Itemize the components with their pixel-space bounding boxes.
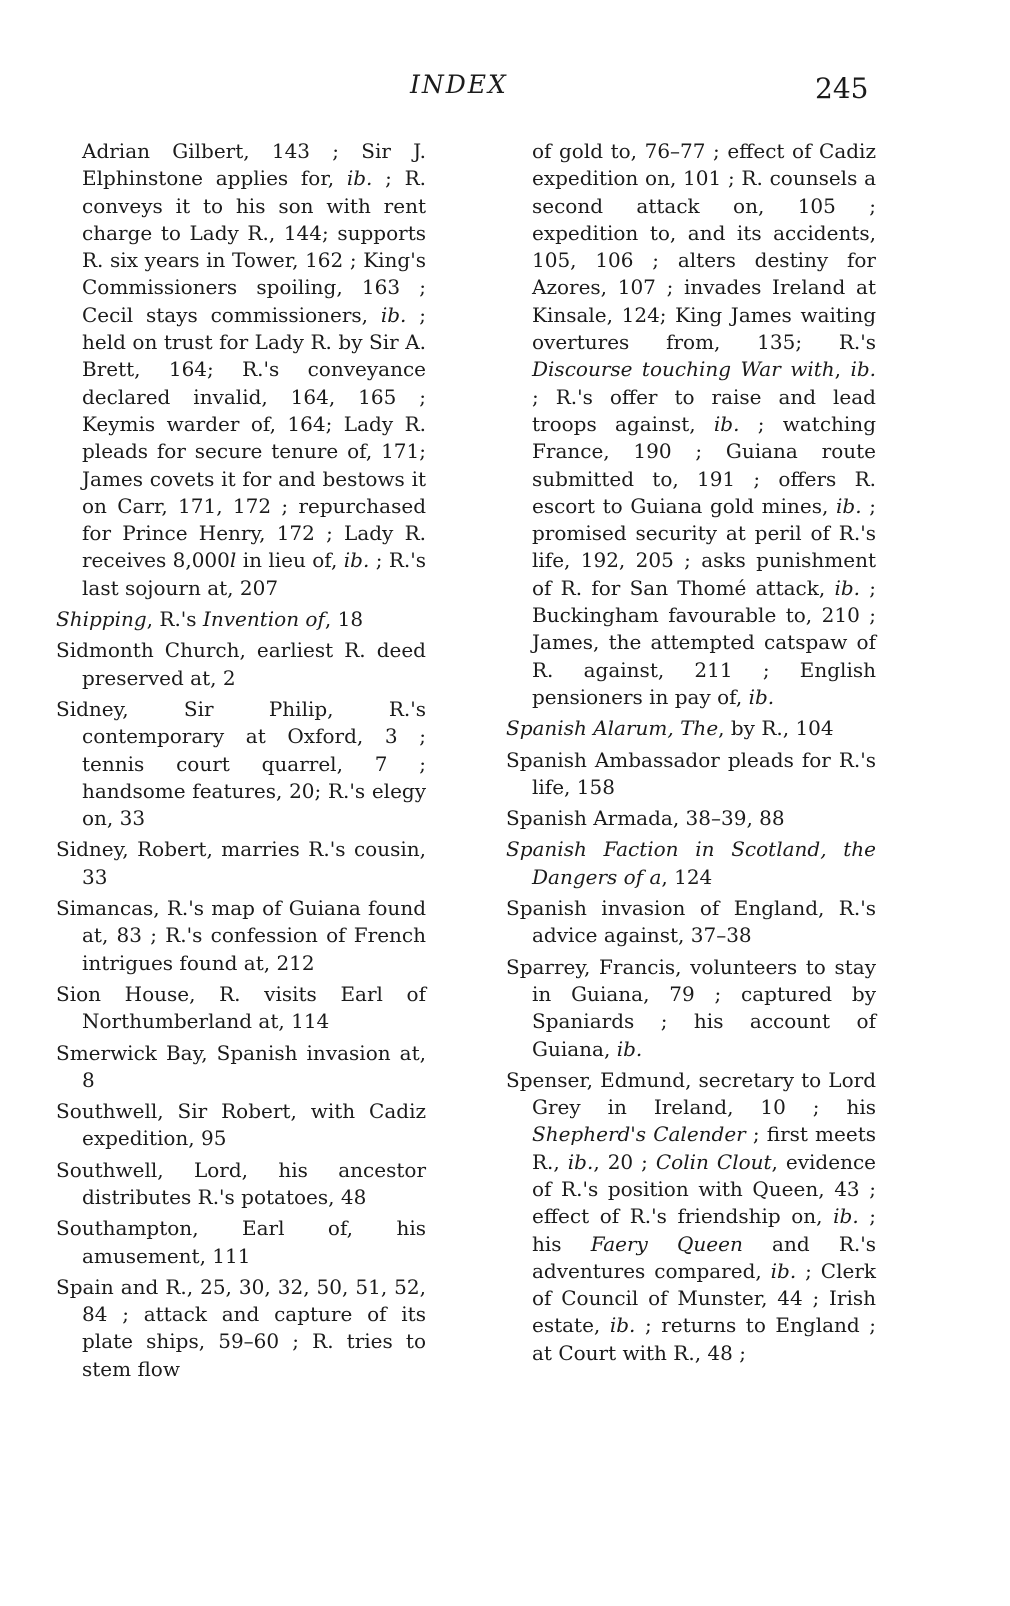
italic-text: ib.: [748, 684, 775, 709]
index-entry: [56, 836, 426, 891]
entry-text: of gold to, 76–77 ; effect of Cadiz expedition on, 101 ; R. counsels a second attack on, 105 ; expedition to, and its accidents, 105, 106 ; alters destiny for Azores, 107 ; invades Ireland at Kinsale, 124; King James waiting overtures from, 135; R.'s: [532, 139, 876, 355]
entry-text: Adrian Gilbert, 143 ; Sir J. Elphinstone applies for,: [82, 139, 426, 191]
page-header: [0, 62, 1010, 112]
entry-text: ; held on trust for Lady R. by Sir A. Brett, 164; R.'s conveyance declared invalid, 164, 165 ; Keymis warder of, 164; Lady R. pleads for secure tenure of, 171; James covets it for and bestows it on Carr, 171, 172 ; repurchased for Prince Henry, 172 ; Lady R. receives 8,000: [82, 302, 426, 573]
italic-text: ib.: [834, 575, 861, 600]
entry-text: , 18: [324, 607, 364, 632]
italic-text: Spanish Alarum, The: [506, 716, 719, 741]
entry-text: Southwell, Lord, his ancestor distributes R.'s potatoes, 48: [56, 1157, 426, 1209]
index-entry: [506, 836, 876, 891]
italic-text: ib.: [343, 548, 370, 573]
entry-text: Sidney, Sir Philip, R.'s contemporary at Oxford, 3 ; tennis court quarrel, 7 ; handsome features, 20; R.'s elegy on, 33: [56, 696, 426, 831]
italic-text: ib.: [609, 1313, 636, 1338]
index-entry: [56, 895, 426, 977]
index-entry: [56, 637, 426, 692]
index-entry: [56, 1098, 426, 1153]
index-entry: [506, 805, 876, 832]
entry-text: Spanish invasion of England, R.'s advice against, 37–38: [506, 896, 876, 948]
entry-text: Smerwick Bay, Spanish invasion at, 8: [56, 1040, 426, 1092]
entry-text: in lieu of,: [236, 548, 344, 573]
index-entry: [506, 895, 876, 950]
index-entry-continuation: [56, 138, 426, 602]
entry-text: Sidney, Robert, marries R.'s cousin, 33: [56, 837, 426, 889]
italic-text: Colin Clout: [655, 1149, 772, 1174]
italic-text: ib.: [850, 357, 876, 382]
entry-text: Spanish Ambassador pleads for R.'s life, 158: [506, 747, 876, 799]
entry-text: , 124: [661, 864, 713, 889]
index-entry: [56, 1215, 426, 1270]
index-entry-continuation: [506, 138, 876, 711]
italic-text: Shepherd's Calender: [532, 1122, 746, 1147]
index-entry: [56, 696, 426, 832]
entry-text: , by R., 104: [718, 716, 834, 741]
entry-text: Sidmonth Church, earliest R. deed preserved at, 2: [56, 638, 426, 690]
italic-text: ib.: [833, 1204, 859, 1229]
index-entry: [506, 1067, 876, 1367]
index-entry: [56, 606, 426, 633]
index-column-right: [506, 138, 876, 1371]
entry-text: ; R.'s offer to raise and lead troops against,: [532, 384, 876, 436]
entry-text: ; R. conveys it to his son with rent charge to Lady R., 144; supports R. six years in Tower, 162 ; King's Commissioners spoiling, 163 ; Cecil stays commissioners,: [82, 166, 426, 327]
italic-text: ib.: [346, 166, 373, 191]
italic-text: Faery Queen: [590, 1231, 743, 1256]
italic-text: l: [229, 548, 237, 573]
italic-text: Discourse touching War with: [532, 357, 835, 382]
italic-text: Spanish Faction in Scotland, the Dangers of a: [506, 837, 876, 889]
italic-text: ib.: [713, 411, 740, 436]
entry-text: Spenser, Edmund, secretary to Lord Grey in Ireland, 10 ; his: [506, 1067, 876, 1120]
entry-text: , evidence of R.'s position with Queen, 43 ; effect of R.'s friendship on,: [532, 1149, 876, 1229]
italic-text: ib.: [567, 1149, 594, 1174]
index-entry: [506, 747, 876, 802]
index-entry: [506, 954, 876, 1063]
italic-text: ib.: [770, 1258, 797, 1283]
entry-text: and R.'s adventures compared,: [532, 1231, 877, 1283]
entry-text: Sparrey, Francis, volunteers to stay in Guiana, 79 ; captured by Spaniards ; his account of Guiana,: [506, 954, 876, 1061]
entry-text: ; promised security at peril of R.'s life, 192, 205 ; asks punishment of R. for San Thomé attack,: [532, 493, 876, 600]
entry-text: Southwell, Sir Robert, with Cadiz expedition, 95: [56, 1099, 426, 1151]
entry-text: ; R.'s last sojourn at, 207: [82, 548, 427, 600]
italic-text: ib.: [616, 1036, 643, 1061]
italic-text: ib.: [836, 493, 862, 518]
entry-text: , R.'s: [146, 607, 203, 632]
index-entry: [506, 715, 876, 742]
entry-text: Spain and R., 25, 30, 32, 50, 51, 52, 84 ; attack and capture of its plate ships, 59–60 ; R. tries to stem flow: [56, 1274, 426, 1381]
running-head-title: INDEX: [410, 70, 508, 99]
entry-text: ; first meets R.,: [532, 1122, 876, 1174]
entry-text: ,: [834, 357, 851, 382]
entry-text: Southampton, Earl of, his amusement, 111: [56, 1216, 426, 1268]
index-entry: [56, 981, 426, 1036]
entry-text: ; watching France, 190 ; Guiana route submitted to, 191 ; offers R. escort to Guiana gold mines,: [532, 411, 876, 518]
entry-text: , 20 ;: [593, 1149, 656, 1174]
index-entry: [56, 1040, 426, 1095]
index-column-left: [56, 138, 426, 1387]
entry-text: Simancas, R.'s map of Guiana found at, 83 ; R.'s confession of French intrigues found at, 212: [56, 896, 426, 975]
italic-text: Shipping: [56, 607, 147, 632]
entry-text: ; returns to England ; at Court with R., 48 ;: [532, 1313, 876, 1365]
entry-text: ; Buckingham favourable to, 210 ; James, the attempted catspaw of R. against, 211 ; English pensioners in pay of,: [532, 575, 876, 709]
index-entry: [56, 1157, 426, 1212]
entry-text: ; Clerk of Council of Munster, 44 ; Irish estate,: [532, 1258, 877, 1338]
italic-text: Invention of: [202, 607, 325, 632]
page-number: 245: [815, 72, 869, 105]
index-entry: [56, 1274, 426, 1383]
italic-text: ib.: [380, 302, 407, 327]
entry-text: ; his: [532, 1204, 876, 1256]
entry-text: Spanish Armada, 38–39, 88: [506, 806, 785, 831]
entry-text: Sion House, R. visits Earl of Northumberland at, 114: [56, 981, 426, 1034]
